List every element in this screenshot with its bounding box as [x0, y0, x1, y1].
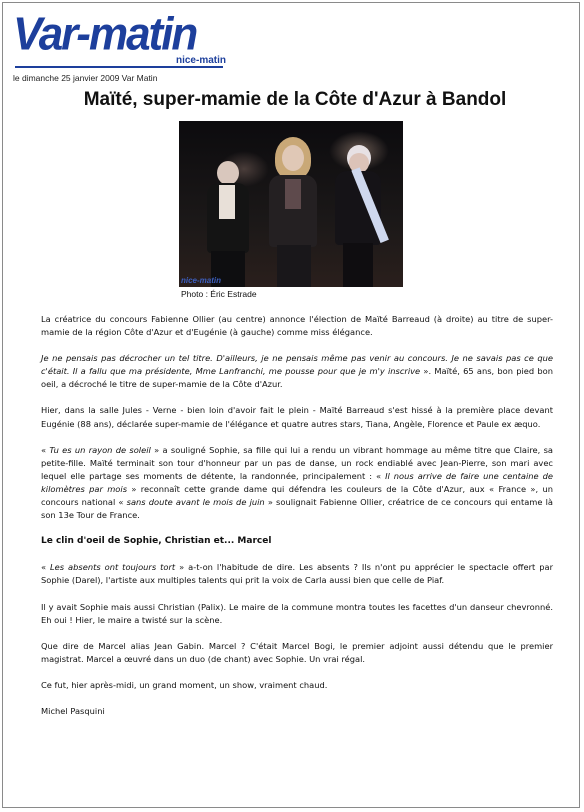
quote: sans doute avant le mois de juin — [126, 497, 265, 508]
photo-credit-overlay: nice-matin — [181, 276, 222, 285]
dateline: le dimanche 25 janvier 2009 Var Matin — [13, 73, 158, 83]
woman-centre-figure — [265, 135, 321, 287]
paragraph — [41, 561, 553, 587]
article-photo — [179, 121, 403, 287]
paragraph-text: » a souligné Sophie, sa fille qui lui a rendu un vibrant hommage au même titre que Claire, sa petite-fille. Maïté terminait son tour d'honneur par un pas de danse, un rock endiablé avec Jean-Pierre, son mari avec lequel elle partage ses moments de détente, la randonnée, principalement : « — [41, 444, 553, 481]
paragraph: Hier, dans la salle Jules - Verne - bien loin d'avoir fait le plein - Maïté Barreaud s'est hissé à la première place devant Eugénie (88 ans), déclarée super-mamie de l'élégance et quatre autres stars, Tiana, Angèle, Florence et Paule ex æquo. — [41, 405, 553, 429]
author-signature: Michel Pasquini — [41, 705, 105, 716]
paragraph-text: » reconnaît cette grande dame qui défendra les couleurs de la Côte d'Azur, aux « France », un concours national « — [41, 483, 553, 508]
woman-left-figure — [201, 161, 253, 287]
article-headline: Maïté, super-mamie de la Côte d'Azur à Bandol — [83, 89, 507, 110]
logo-underline — [15, 66, 223, 68]
paragraph: La créatrice du concours Fabienne Ollier (au centre) annonce l'élection de Maïté Barreaud (à droite) au titre de super-mamie de la région Côte d'Azur et d'Eugénie (à gauche) comme miss élégance. — [41, 314, 553, 338]
paragraph-text: » soulignait Fabienne Ollier, créatrice de ce concours qui entame là son 13e Tour de France. — [41, 497, 553, 521]
paragraph: Ce fut, hier après-midi, un grand moment, un show, vraiment chaud. — [41, 679, 328, 690]
quote: Je ne pensais pas décrocher un tel titre. D'ailleurs, je ne pensais même pas venir au concours. Je ne savais pas ce que c'était. Il a fallu que ma présidente, Mme Lanfranchi, me pousse pour que je m'y inscrive — [41, 353, 553, 377]
logo-subtitle: nice-matin — [175, 55, 226, 66]
quote: Il nous arrive de faire une centaine de kilomètres par mois — [41, 470, 553, 494]
page-frame — [2, 2, 580, 808]
woman-right-figure — [329, 145, 387, 287]
quote: Tu es un rayon de soleil — [49, 444, 151, 455]
paragraph-text: » a-t-on l'habitude de dire. Les absents ? Ils n'ont pu apprécier le spectacle offert par Sophie (Darel), l'artiste aux multiples talents qui prit la voix de Carla aussi bien que celle de Piaf. — [41, 562, 553, 586]
paragraph-text: ». Maïté, 65 ans, bon pied bon oeil, a décroché le titre de super-mamie de la Côte d'Azur. — [41, 366, 553, 390]
var-matin-logo[interactable] — [13, 9, 228, 71]
logo-wordmark: Var-matin — [13, 8, 197, 61]
paragraph-text: « — [41, 444, 50, 455]
paragraph-text: « — [41, 562, 51, 573]
section-subhead: Le clin d'oeil de Sophie, Christian et... Marcel — [41, 536, 272, 547]
paragraph: Il y avait Sophie mais aussi Christian (Palix). Le maire de la commune montra toutes les facettes d'un danseur chevronné. Eh oui ! Hier, le maire a twisté sur la scène. — [41, 601, 553, 625]
photo-caption: Photo : Éric Estrade — [181, 289, 257, 299]
article-body — [41, 313, 553, 724]
paragraph — [41, 444, 553, 523]
quote: Les absents ont toujours tort — [50, 562, 176, 573]
paragraph — [41, 352, 553, 391]
paragraph: Que dire de Marcel alias Jean Gabin. Marcel ? C'était Marcel Bogi, le premier adjoint aussi détendu que le premier magistrat. Marcel a œuvré dans un duo (de chant) avec Sophie. Un vrai régal. — [41, 640, 553, 664]
